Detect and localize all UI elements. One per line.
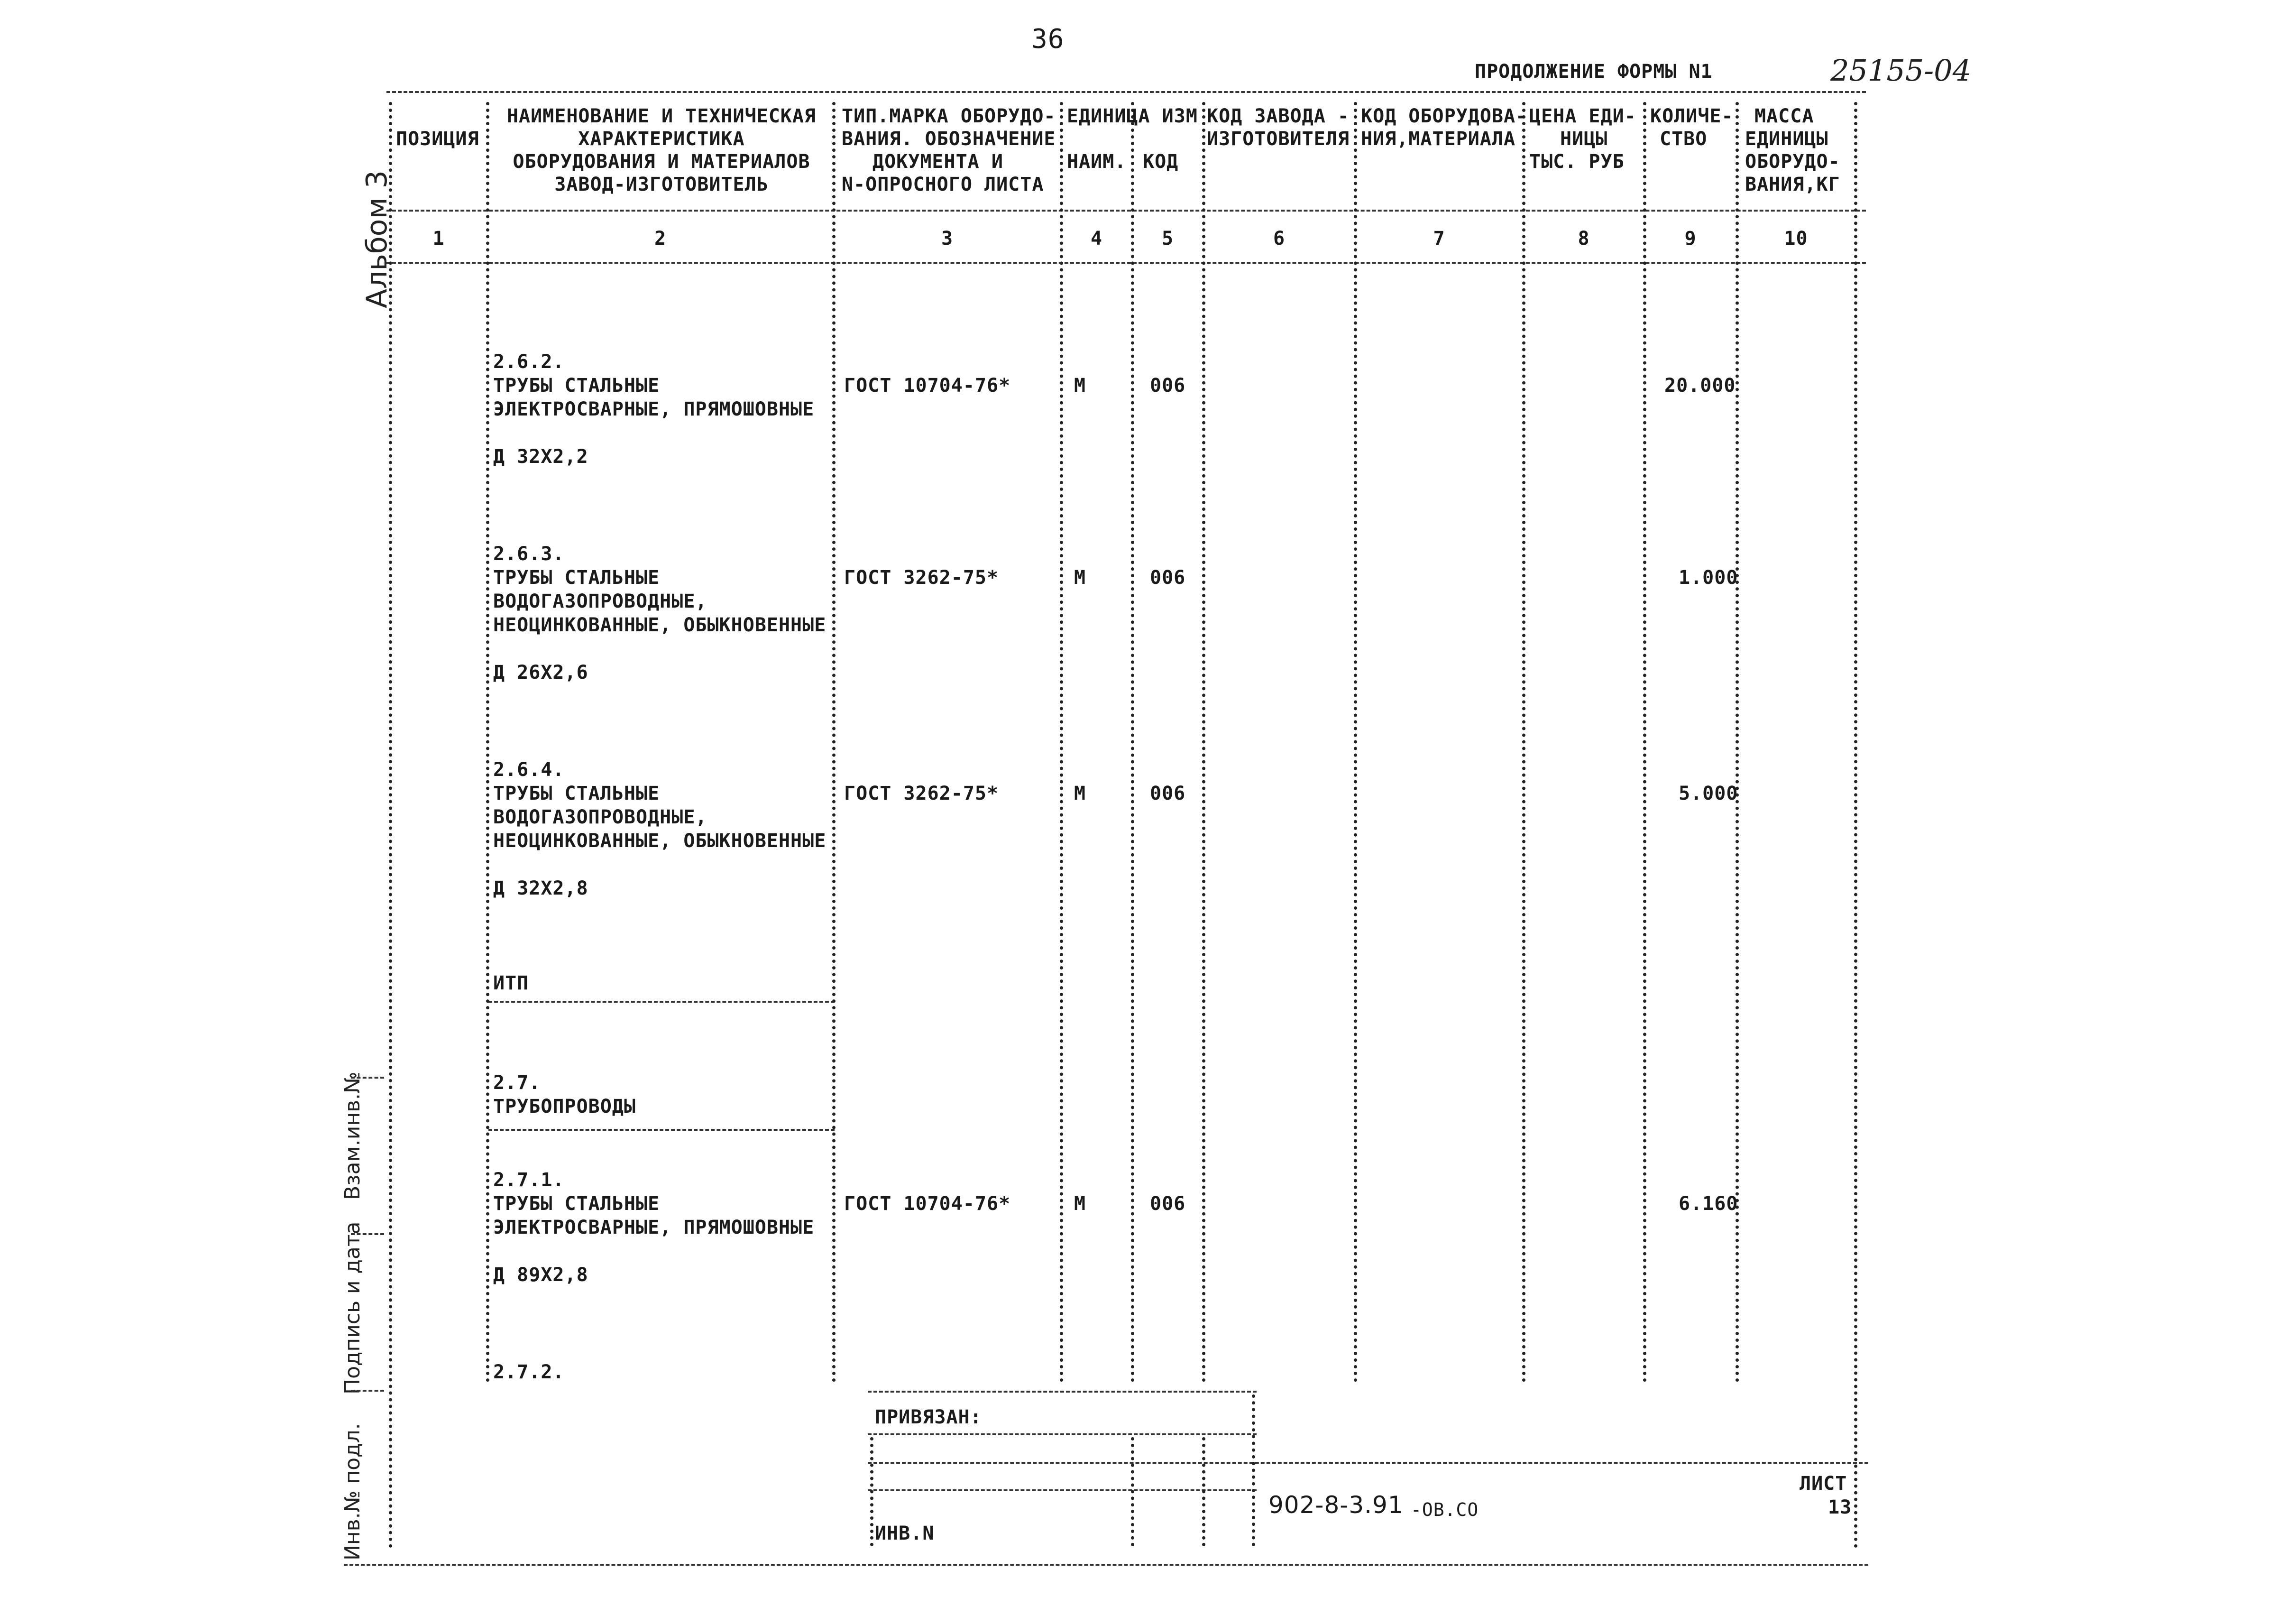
stamp-doc-code: 902-8-3.91 [1268,1491,1404,1519]
row-unit: М [1074,567,1086,589]
row-position: 2.6.3. [493,543,565,565]
stamp-rule-2 [868,1462,1868,1464]
row-position: 2.6.4. [493,759,565,781]
album-label: Альбом 3 [360,170,394,308]
row-document: ГОСТ 3262-75* [844,567,999,589]
row-document: ГОСТ 3262-75* [844,783,999,804]
margin-rule-2 [351,1233,384,1235]
stamp-separator [1131,1437,1134,1546]
header-col2-line4: ЗАВОД-ИЗГОТОВИТЕЛЬ [554,174,769,195]
table-top-rule [386,91,1866,93]
header-col8-line1: ЦЕНА ЕДИ- [1529,105,1636,127]
stamp-list-label: ЛИСТ [1800,1473,1847,1495]
row-unit-code: 006 [1150,783,1186,804]
column-number: 4 [1090,228,1103,249]
row-unit-code: 006 [1150,567,1186,589]
row-name-line: ЭЛЕКТРОСВАРНЫЕ, ПРЯМОШОВНЫЕ [493,1217,815,1238]
header-col8-line3: ТЫС. РУБ [1529,151,1625,173]
column-separator [1522,102,1525,1383]
row-position: 2.6.2. [493,351,565,373]
stamp-separator [1202,1437,1205,1546]
row-name-line: Д 32Х2,8 [493,877,588,899]
header-col3-line2: ВАНИЯ. ОБОЗНАЧЕНИЕ [842,128,1056,150]
column-number: 7 [1433,228,1445,249]
row-document: ГОСТ 10704-76* [844,1193,1011,1215]
header-col10-line1: МАССА [1754,105,1814,127]
header-col10-line2: ЕДИНИЦЫ [1745,128,1828,150]
header-col3-line4: N-ОПРОСНОГО ЛИСТА [842,174,1044,195]
section-heading: ТРУБОПРОВОДЫ [493,1096,636,1117]
pipelines-underline [488,1129,835,1131]
section-position: 2.7. [493,1072,541,1094]
row-unit: М [1074,375,1086,397]
header-col9-line1: КОЛИЧЕ- [1650,105,1734,127]
row-unit: М [1074,783,1086,804]
header-col10-line3: ОБОРУДО- [1745,151,1840,173]
column-separator [1202,102,1205,1383]
column-separator [832,102,836,1383]
stamp-doc-suffix: -ОВ.СО [1411,1499,1479,1520]
header-col2-line1: НАИМЕНОВАНИЕ И ТЕХНИЧЕСКАЯ [506,105,817,127]
stamp-inv-n: ИНВ.N [875,1523,935,1544]
header-col7-line1: КОД ОБОРУДОВА- [1361,105,1528,127]
row-name-line: ТРУБЫ СТАЛЬНЫЕ [493,567,660,589]
row-unit-code: 006 [1150,1193,1186,1215]
header-unit-title: ЕДИНИЦА ИЗМ [1067,105,1198,127]
header-col3-line1: ТИП.МАРКА ОБОРУДО- [842,105,1056,127]
row-name-line: НЕОЦИНКОВАННЫЕ, ОБЫКНОВЕННЫЕ [493,830,827,852]
row-name-line: Д 32Х2,2 [493,446,588,468]
column-separator [486,102,489,1383]
row-name-line: ЭЛЕКТРОСВАРНЫЕ, ПРЯМОШОВНЫЕ [493,398,815,420]
margin-rule-3 [351,1390,384,1392]
column-separator [1854,102,1857,1549]
page-number: 36 [1031,24,1065,55]
row-quantity: 6.160 [1679,1193,1738,1215]
row-position: 2.7.2. [493,1361,565,1383]
stamp-rule-1 [868,1433,1257,1435]
row-unit: М [1074,1193,1086,1215]
column-number: 8 [1578,228,1590,249]
row-quantity: 20.000 [1664,375,1736,397]
header-unit-code: КОД [1143,151,1179,173]
header-col6-line2: ИЗГОТОВИТЕЛЯ [1207,128,1350,150]
column-separator [1736,102,1739,1383]
row-name-line: ВОДОГАЗОПРОВОДНЫЕ, [493,591,707,612]
row-quantity: 1.000 [1679,567,1738,589]
margin-label-inv-podl: Инв.№ подл. [340,1423,365,1560]
column-number: 6 [1273,228,1286,249]
header-col8-line2: НИЦЫ [1560,128,1608,150]
stamp-privyazan: ПРИВЯЗАН: [875,1406,982,1428]
stamp-separator [870,1437,873,1546]
row-name-line: Д 26Х2,6 [493,662,588,683]
header-unit-name: НАИМ. [1067,151,1127,173]
row-name-line: ТРУБЫ СТАЛЬНЫЕ [493,1193,660,1215]
stamp-rule-3 [868,1489,1257,1491]
column-separator [1354,102,1357,1383]
header-col6-line1: КОД ЗАВОДА - [1207,105,1350,127]
itp-underline [488,1001,835,1003]
margin-label-vzam: Взам.инв.№ [340,1071,365,1200]
stamp-list-number: 13 [1828,1496,1852,1518]
column-separator [1643,102,1646,1383]
header-col7-line2: НИЯ,МАТЕРИАЛА [1361,128,1516,150]
column-number: 9 [1684,228,1697,249]
handwritten-reference: 25155-04 [1830,53,1972,88]
column-number: 5 [1161,228,1174,249]
column-number: 10 [1784,228,1808,249]
header-col9-line2: СТВО [1660,128,1708,150]
row-unit-code: 006 [1150,375,1186,397]
column-separator [1131,102,1134,1383]
header-col1-line1: ПОЗИЦИЯ [396,128,479,150]
header-col3-line3: ДОКУМЕНТА И [872,151,1003,173]
margin-label-podpis: Подпись и дата [340,1221,365,1394]
section-heading: ИТП [493,972,529,994]
row-name-line: Д 89Х2,8 [493,1264,588,1286]
row-name-line: ТРУБЫ СТАЛЬНЫЕ [493,783,660,804]
stamp-top-rule [868,1391,1257,1393]
form-title: ПРОДОЛЖЕНИЕ ФОРМЫ N1 [1475,61,1713,83]
column-number: 1 [432,228,445,249]
row-name-line: ВОДОГАЗОПРОВОДНЫЕ, [493,806,707,828]
header-col2-line2: ХАРАКТЕРИСТИКА [578,128,745,150]
column-number: 2 [654,228,667,249]
header-col10-line4: ВАНИЯ,КГ [1745,174,1840,195]
column-separator [1060,102,1063,1383]
row-document: ГОСТ 10704-76* [844,375,1011,397]
column-number: 3 [941,228,954,249]
page-bottom-rule [344,1564,1868,1566]
header-col2-line3: ОБОРУДОВАНИЯ И МАТЕРИАЛОВ [513,151,810,173]
row-position: 2.7.1. [493,1169,565,1191]
row-name-line: НЕОЦИНКОВАННЫЕ, ОБЫКНОВЕННЫЕ [493,614,827,636]
stamp-separator [1252,1394,1255,1546]
row-name-line: ТРУБЫ СТАЛЬНЫЕ [493,375,660,397]
margin-rule-1 [351,1077,384,1079]
column-separator [389,102,392,1549]
row-quantity: 5.000 [1679,783,1738,804]
